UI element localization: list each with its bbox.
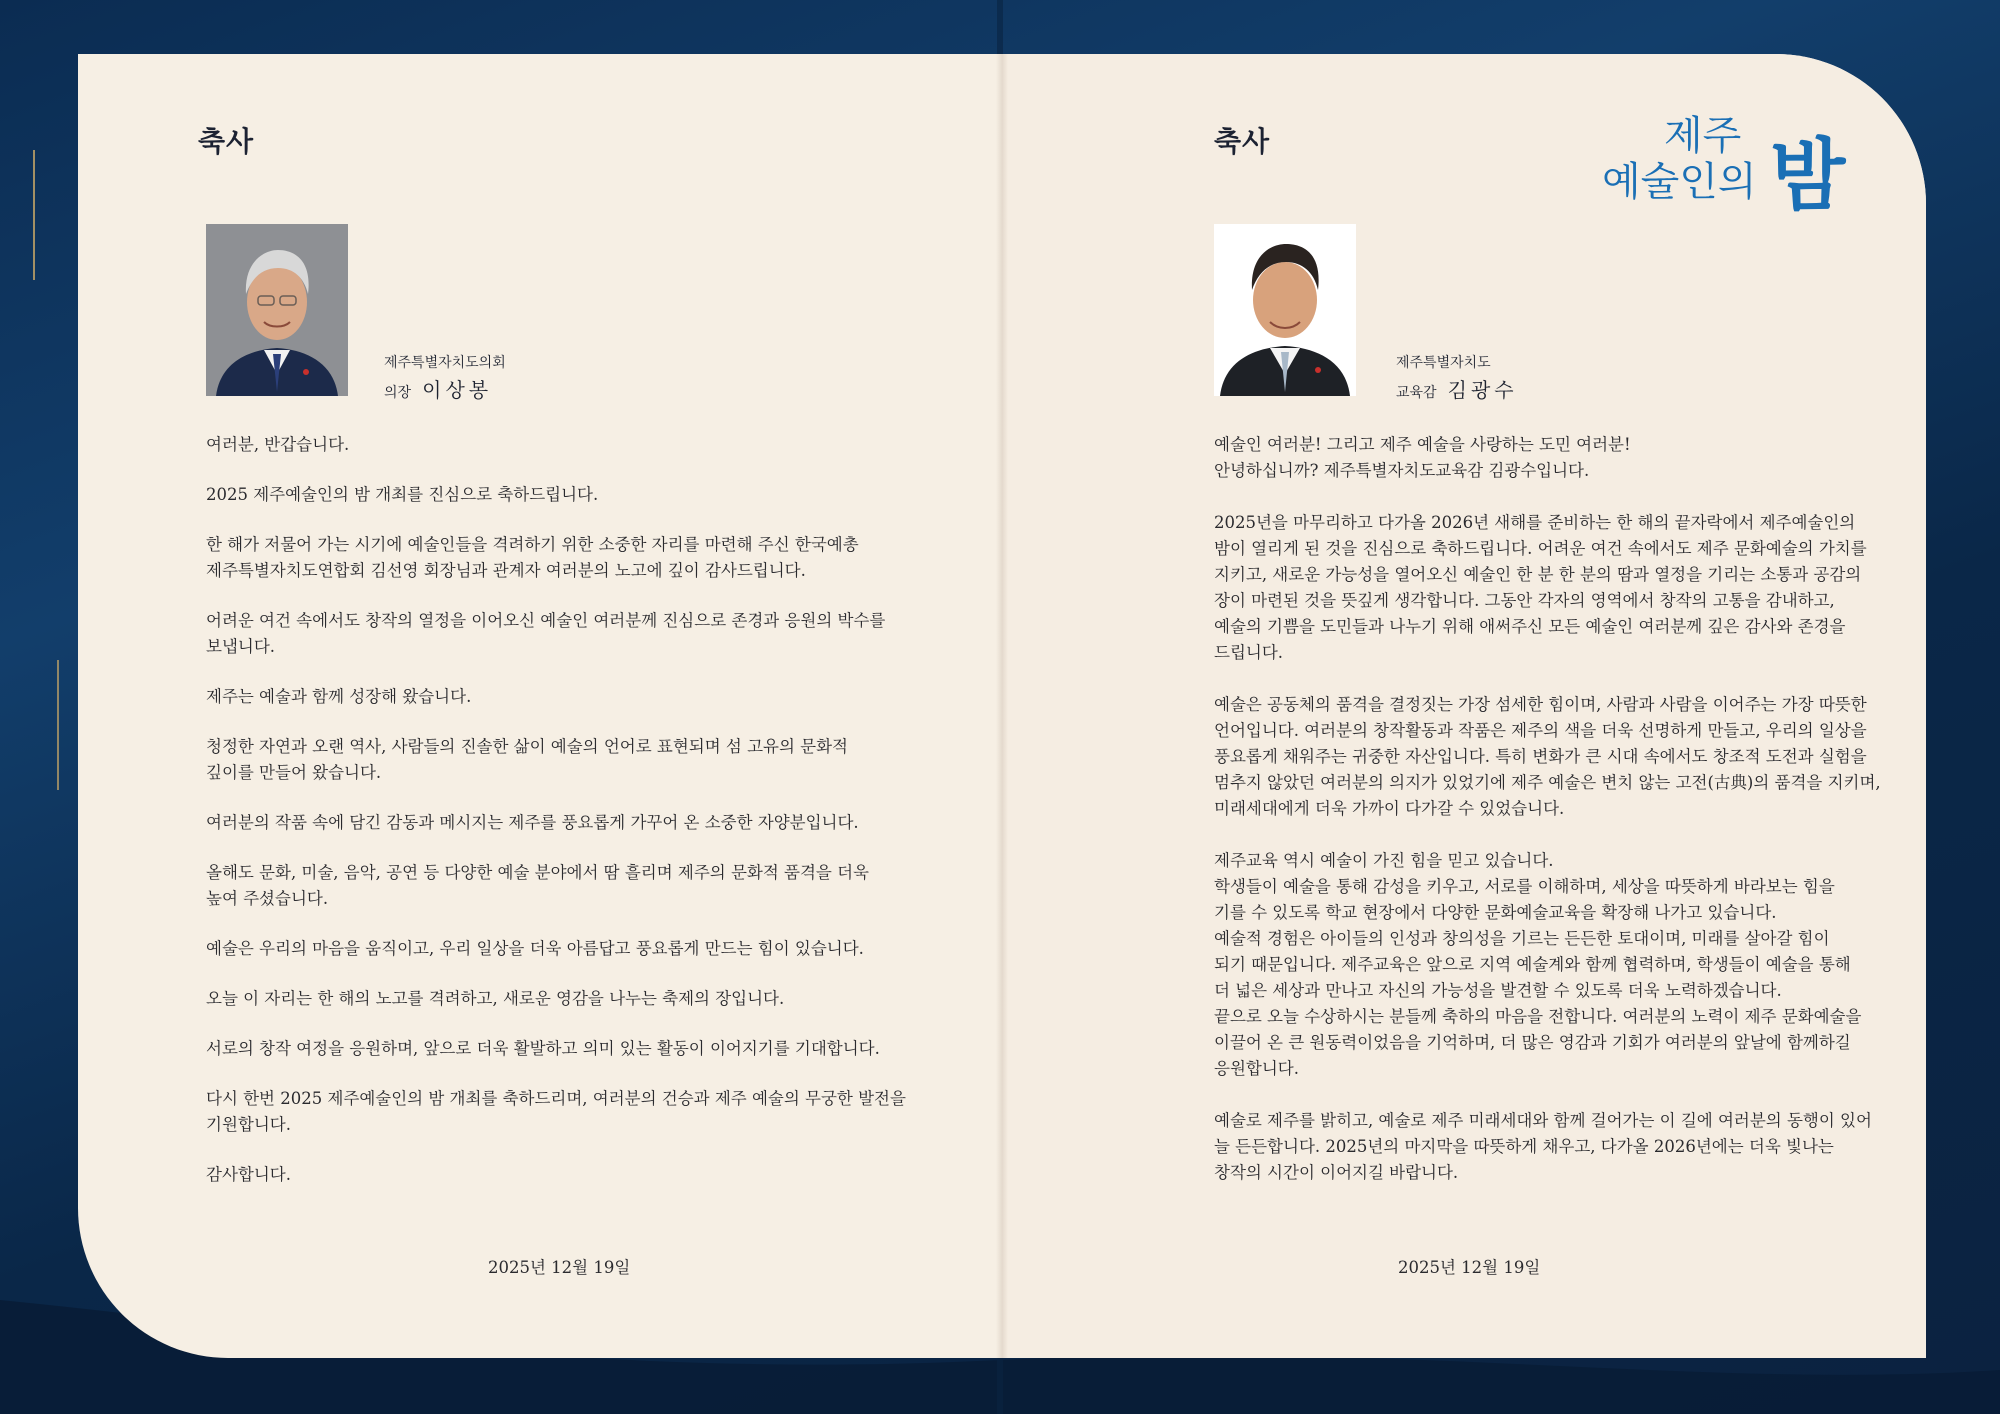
logo-big-char: 밤 — [1770, 131, 1846, 221]
logo-line2: 예술인의 — [1602, 159, 1757, 205]
left-page — [78, 54, 1002, 1358]
speaker-affiliation — [384, 354, 506, 403]
paragraph: 감사합니다. — [206, 1165, 291, 1184]
paragraph: 올해도 문화, 미술, 음악, 공연 등 다양한 예술 분야에서 땀 흘리며 제주의 문화적 품격을 더욱 높여 주셨습니다. — [206, 863, 869, 908]
paragraph: 예술로 제주를 밝히고, 예술로 제주 미래세대와 함께 걸어가는 이 길에 여러분의 동행이 있어 늘 든든합니다. 2025년의 마지막을 따뜻하게 채우고, 다가올 2026년에는 더욱 빛나는 창작의 시간이 이어지길 바랍니다. — [1214, 1111, 1872, 1182]
speaker-role: 의장 — [384, 385, 412, 401]
speaker-name: 김광수 — [1447, 378, 1518, 402]
speech-date: 2025년 12월 19일 — [1398, 1258, 1541, 1277]
paragraph: 청정한 자연과 오랜 역사, 사람들의 진솔한 삶이 예술의 언어로 표현되며 섬 고유의 문화적 깊이를 만들어 왔습니다. — [206, 737, 848, 782]
page-heading: 축사 — [198, 125, 255, 158]
paragraph: 한 해가 저물어 가는 시기에 예술인들을 격려하기 위한 소중한 자리를 마련해 주신 한국예총 제주특별자치도연합회 김선영 회장님과 관계자 여러분의 노고에 깊이 감사드립니다. — [206, 535, 859, 580]
event-logo — [1602, 114, 1862, 244]
paragraph: 제주교육 역시 예술이 가진 힘을 믿고 있습니다. 학생들이 예술을 통해 감성을 키우고, 서로를 이해하며, 세상을 따뜻하게 바라보는 힘을 기를 수 있도록 학교 현장에서 다양한 문화예술교육을 확장해 나가고 있습니다. 예술적 경험은 아이들의 인성과 창의성을 기르는 든든한 토대이며, 미래를 살아갈 힘이 되기 때문입니다. 제주교육은 앞으로 지역 예술계와 함께 협력하며, 학생들이 예술을 통해 더 넓은 세상과 만나고 자신의 가능성을 발견할 수 있도록 더욱 노력하겠습니다. 끝으로 오늘 수상하시는 분들께 축하의 마음을 전합니다. 여러분의 노력이 제주 문화예술을 이끌어 온 큰 원동력이었음을 기억하며, 더 많은 영감과 기회가 여러분의 앞날에 함께하길 응원합니다. — [1214, 851, 1862, 1078]
speech-body — [1214, 432, 1886, 1212]
paragraph: 2025년을 마무리하고 다가올 2026년 새해를 준비하는 한 해의 끝자락에서 제주예술인의 밤이 열리게 된 것을 진심으로 축하드립니다. 어려운 여건 속에서도 제주 문화예술의 가치를 지키고, 새로운 가능성을 열어오신 예술인 한 분 한 분의 땀과 열정을 기리는 소통과 공감의 장이 마련된 것을 뜻깊게 생각합니다. 그동안 각자의 영역에서 창작의 고통을 감내하고, 예술의 기쁨을 도민들과 나누기 위해 애써주신 모든 예술인 여러분께 깊은 감사와 존경을 드립니다. — [1214, 513, 1867, 662]
speech-date: 2025년 12월 19일 — [488, 1258, 631, 1277]
paragraph: 제주는 예술과 함께 성장해 왔습니다. — [206, 687, 472, 706]
paragraph: 여러분, 반갑습니다. — [206, 435, 350, 454]
paragraph: 여러분의 작품 속에 담긴 감동과 메시지는 제주를 풍요롭게 가꾸어 온 소중한 자양분입니다. — [206, 813, 859, 832]
speaker-affiliation — [1396, 354, 1518, 403]
speaker-organization: 제주특별자치도 — [1396, 355, 1491, 371]
speaker-organization: 제주특별자치도의회 — [384, 355, 506, 371]
page-heading: 축사 — [1214, 125, 1271, 158]
paragraph: 오늘 이 자리는 한 해의 노고를 격려하고, 새로운 영감을 나누는 축제의 장입니다. — [206, 989, 785, 1008]
speaker-name: 이상봉 — [422, 378, 493, 402]
paragraph: 예술인 여러분! 그리고 제주 예술을 사랑하는 도민 여러분! 안녕하십니까? 제주특별자치도교육감 김광수입니다. — [1214, 435, 1631, 480]
paragraph: 서로의 창작 여정을 응원하며, 앞으로 더욱 활발하고 의미 있는 활동이 이어지기를 기대합니다. — [206, 1039, 880, 1058]
paragraph: 다시 한번 2025 제주예술인의 밤 개최를 축하드리며, 여러분의 건승과 제주 예술의 무궁한 발전을 기원합니다. — [206, 1089, 906, 1134]
speaker-role: 교육감 — [1396, 385, 1437, 401]
paragraph: 예술은 공동체의 품격을 결정짓는 가장 섬세한 힘이며, 사람과 사람을 이어주는 가장 따뜻한 언어입니다. 여러분의 창작활동과 작품은 제주의 색을 더욱 선명하게 만들고, 우리의 일상을 풍요롭게 채워주는 귀중한 자산입니다. 특히 변화가 큰 시대 속에서도 창조적 도전과 실험을 멈추지 않았던 여러분의 의지가 있었기에 제주 예술은 변치 않는 고전(古典)의 품격을 지키며, 미래세대에게 더욱 가까이 다가갈 수 있었습니다. — [1214, 695, 1881, 818]
logo-line1: 제주 — [1664, 113, 1742, 159]
booklet-spread — [78, 54, 1926, 1358]
portrait-photo — [206, 224, 348, 396]
speech-body — [206, 432, 906, 1212]
right-page — [1002, 54, 1926, 1358]
paragraph: 2025 제주예술인의 밤 개최를 진심으로 축하드립니다. — [206, 485, 599, 504]
paragraph: 어려운 여건 속에서도 창작의 열정을 이어오신 예술인 여러분께 진심으로 존경과 응원의 박수를 보냅니다. — [206, 611, 886, 656]
paragraph: 예술은 우리의 마음을 움직이고, 우리 일상을 더욱 아름답고 풍요롭게 만드는 힘이 있습니다. — [206, 939, 864, 958]
portrait-photo — [1214, 224, 1356, 396]
